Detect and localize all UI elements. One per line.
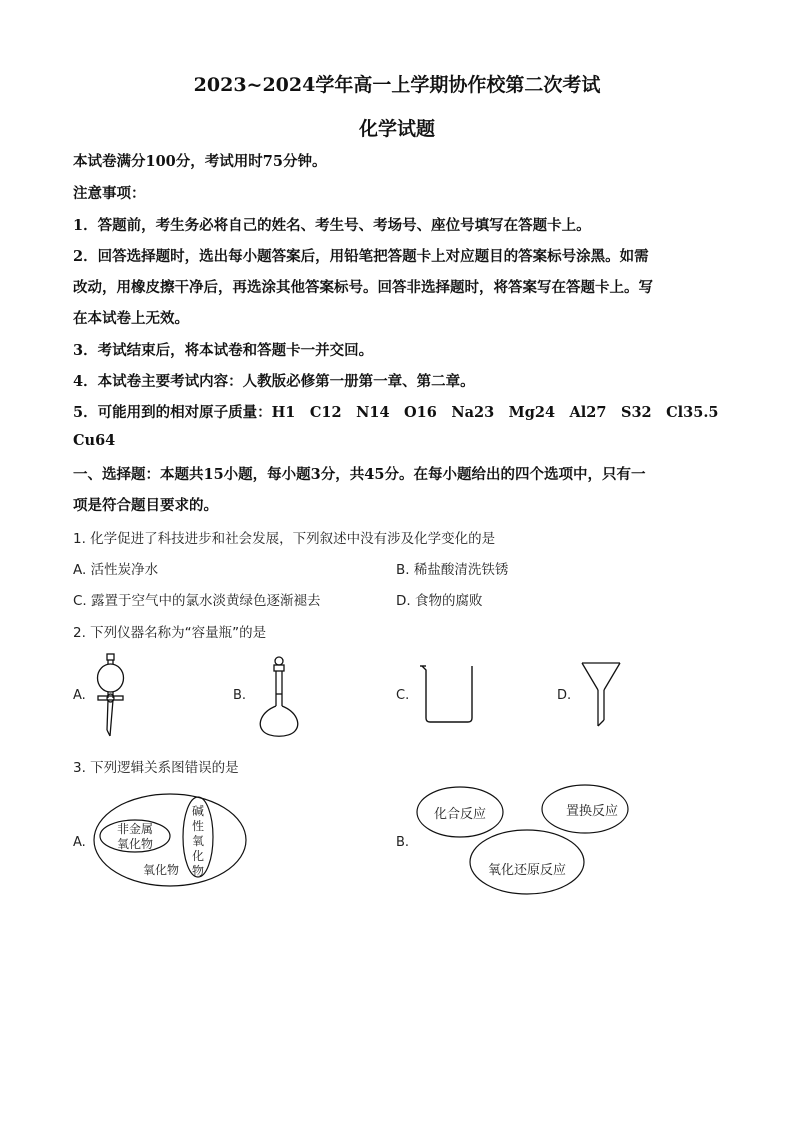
label-oxide: 氧化物 [142, 863, 180, 877]
q1-option-d: D. 食物的腐败 [396, 593, 483, 609]
reaction-relation-diagram [415, 782, 635, 898]
notice-item-2: 2．回答选择题时，选出每小题答案后，用铅笔把答题卡上对应题目的答案标号涂黑。如需 [73, 248, 649, 265]
label-nonmetal-oxide: 非金属 [116, 822, 154, 836]
q2-stem: 2. 下列仪器名称为“容量瓶”的是 [73, 625, 267, 641]
q2-option-a: A. [73, 688, 86, 703]
section-heading-cont: 项是符合题目要求的。 [73, 497, 218, 514]
q2-option-b: B. [233, 688, 247, 703]
oxide-relation-diagram [90, 790, 250, 890]
label-basic-oxide-5: 物 [191, 864, 205, 878]
notice-item-2-end: 在本试卷上无效。 [73, 310, 189, 327]
notice-item-3: 3．考试结束后，将本试卷和答题卡一并交回。 [73, 342, 374, 359]
q1-option-a: A. 活性炭净水 [73, 562, 159, 578]
section-heading: 一、选择题：本题共15小题，每小题3分，共45分。在每小题给出的四个选项中，只有一 [73, 466, 646, 483]
beaker-icon [418, 662, 478, 726]
redox-ellipse [470, 830, 584, 894]
notice-item-5: 5．可能用到的相对原子质量：H1 C12 N14 O16 Na23 Mg24 Al27 S32 Cl35.5 [73, 404, 719, 421]
page-title: 2023~2024学年高一上学期协作校第二次考试 [193, 74, 601, 96]
notice-item-4: 4．本试卷主要考试内容：人教版必修第一册第一章、第二章。 [73, 373, 475, 390]
label-combination: 化合反应 [433, 807, 487, 822]
label-basic-oxide-2: 性 [191, 819, 205, 833]
label-basic-oxide-1: 碱 [191, 804, 205, 818]
page-subtitle: 化学试题 [358, 118, 435, 140]
separatory-funnel-icon [92, 652, 132, 742]
funnel-icon [580, 660, 622, 730]
q2-option-c: C. [396, 688, 410, 703]
q3-option-b: B. [396, 835, 410, 850]
q3-option-a: A. [73, 835, 86, 850]
q1-stem: 1. 化学促进了科技进步和社会发展，下列叙述中没有涉及化学变化的是 [73, 531, 496, 547]
label-basic-oxide-3: 氧 [191, 834, 205, 848]
q2-option-d: D. [557, 688, 572, 703]
score-line: 本试卷满分100分，考试用时75分钟。 [73, 153, 327, 170]
notice-item-1: 1．答题前，考生务必将自己的姓名、考生号、考场号、座位号填写在答题卡上。 [73, 217, 591, 234]
notice-item-5-cont: Cu64 [73, 432, 116, 449]
label-redox: 氧化还原反应 [487, 863, 567, 878]
volumetric-flask-icon [255, 654, 305, 739]
q1-option-b: B. 稀盐酸清洗铁锈 [396, 562, 509, 578]
label-displacement: 置换反应 [565, 804, 619, 819]
notice-item-2-cont: 改动，用橡皮擦干净后，再选涂其他答案标号。回答非选择题时，将答案写在答题卡上。写 [73, 279, 653, 296]
q3-stem: 3. 下列逻辑关系图错误的是 [73, 760, 239, 776]
q1-option-c: C. 露置于空气中的氯水淡黄绿色逐渐褪去 [73, 593, 321, 609]
label-nonmetal-oxide-2: 氧化物 [116, 837, 154, 851]
notice-heading: 注意事项： [73, 185, 146, 202]
label-basic-oxide-4: 化 [191, 849, 205, 863]
